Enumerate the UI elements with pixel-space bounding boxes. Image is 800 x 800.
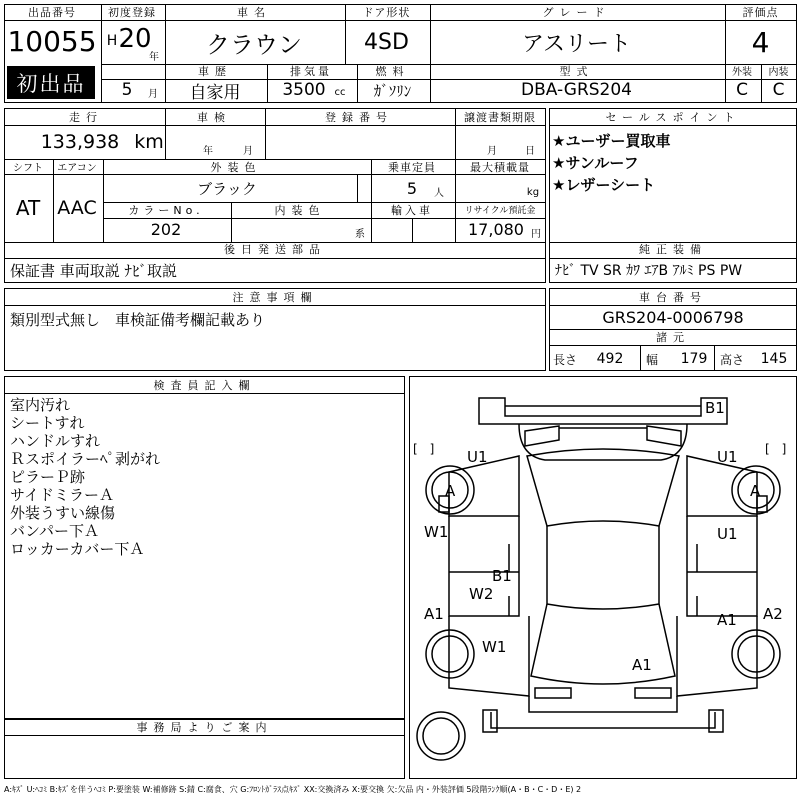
width-label: 幅: [645, 352, 658, 367]
recycle-unit: 円: [531, 228, 541, 240]
mileage-value: 133,938: [40, 131, 120, 153]
shaken-month-unit: 月: [243, 145, 253, 156]
ext-score: C: [736, 80, 748, 100]
inspector-item: サイドミラーＡ: [10, 486, 114, 504]
damage-a2: A2: [763, 605, 783, 623]
damage-bracket-right: [ ]: [765, 442, 787, 456]
damage-a1-left: A1: [424, 605, 444, 623]
damage-bracket-left: [ ]: [413, 442, 435, 456]
capacity-header: 乗車定員: [388, 160, 436, 174]
recycle-value: 17,080: [468, 219, 524, 239]
reg-year-unit: 年: [149, 51, 159, 62]
inspector-item: ハンドルすれ: [10, 432, 101, 450]
dims-header: 諸元: [656, 331, 690, 344]
height-label: 高さ: [719, 352, 744, 367]
shaken-year-unit: 年: [203, 145, 213, 156]
reg-month: 5: [121, 80, 133, 100]
door-header: ドア形状: [362, 6, 411, 19]
sales-item: ★レザーシート: [552, 176, 656, 194]
first-listing-badge: 初出品: [7, 66, 95, 99]
notes-header: 注意事項欄: [232, 290, 318, 304]
load-header: 最大積載量: [470, 160, 530, 174]
inspector-item: シートすれ: [10, 414, 85, 432]
mileage-header: 走行: [69, 110, 103, 124]
load-unit: kg: [526, 186, 540, 198]
lot-header: 出品番号: [28, 6, 76, 19]
length-label: 長さ: [553, 352, 577, 367]
damage-w2: W2: [469, 585, 494, 603]
car-name: クラウン: [206, 30, 302, 59]
inspector-item: バンパー下Ａ: [10, 522, 99, 540]
inspector-list: [10, 396, 160, 558]
fuel-value: ｶﾞｿﾘﾝ: [373, 81, 412, 100]
chassis-value: GRS204-0006798: [602, 307, 744, 327]
damage-a1-trunk: A1: [632, 656, 652, 674]
import-header: 輸入車: [391, 203, 433, 217]
int-color-header: 内装色: [274, 203, 326, 217]
damage-u1-right-door: U1: [717, 525, 738, 543]
chassis-header: 車台番号: [639, 290, 707, 304]
car-diagram: [409, 376, 797, 779]
car-name-header: 車名: [237, 6, 271, 19]
transfer-header: 譲渡書類期限: [464, 110, 536, 124]
later-parts-value: 保証書 車両取説 ﾅﾋﾞ取説: [10, 261, 178, 280]
model-value: DBA-GRS204: [521, 80, 632, 100]
damage-b1-front: B1: [705, 399, 725, 417]
equip-value: ﾅﾋﾞ TV SR ｶﾜ ｴｱB ｱﾙﾐ PS PW: [555, 263, 743, 279]
damage-a-left-wheel: A: [445, 482, 456, 500]
reg-header: 初度登録: [108, 6, 156, 19]
damage-w1-left-front: W1: [424, 523, 449, 541]
inspector-item: 外装うすい線傷: [10, 504, 116, 522]
transfer-month-unit: 月: [487, 145, 497, 156]
plate-header: 登録番号: [325, 110, 393, 124]
lot-number: 10055: [7, 24, 97, 58]
sales-list: [552, 130, 670, 196]
disp-value: 3500: [282, 80, 326, 100]
office-header: 事務局よりご案内: [136, 721, 273, 734]
ext-score-header: 外装: [732, 67, 752, 78]
grade-header: グレード: [542, 6, 611, 19]
inspector-item: ロッカーカバー下Ａ: [10, 540, 145, 558]
door-value: 4SD: [364, 29, 409, 55]
ext-color-value: ブラック: [197, 179, 257, 198]
inspector-item: 室内汚れ: [10, 396, 71, 414]
shift-value: AT: [15, 195, 41, 220]
width-value: 179: [680, 351, 708, 367]
reg-era: H: [106, 33, 118, 49]
sales-item: ★ユーザー買取車: [552, 132, 671, 150]
capacity-unit: 人: [434, 187, 444, 199]
damage-b1-center: B1: [492, 567, 512, 585]
inspector-item: Ｒスポイラーﾍﾟ剥がれ: [10, 450, 161, 468]
sales-item: ★サンルーフ: [552, 154, 639, 172]
fuel-header: 燃料: [375, 64, 410, 78]
score-header: 評価点: [742, 6, 779, 19]
equip-header: 純正装備: [639, 243, 707, 256]
mileage-unit: km: [134, 131, 164, 153]
length-value: 492: [596, 351, 624, 367]
color-no-header: カラーNo.: [128, 203, 204, 217]
score-value: 4: [751, 25, 770, 59]
history-value: 自家用: [189, 82, 241, 102]
disp-header: 排気量: [290, 64, 332, 78]
shaken-header: 車検: [197, 110, 231, 124]
reg-month-unit: 月: [148, 88, 158, 100]
disp-unit: cc: [334, 86, 346, 98]
recycle-header: リサイクル預託金: [464, 206, 536, 216]
transfer-day-unit: 日: [525, 145, 535, 156]
sales-header: セールスポイント: [605, 110, 741, 124]
damage-a1-right: A1: [717, 611, 737, 629]
grade-value: アスリート: [521, 31, 632, 57]
aircon-value: AAC: [57, 196, 97, 219]
height-value: 145: [760, 351, 788, 367]
damage-a-right-wheel: A: [750, 482, 761, 500]
reg-year: 20: [118, 24, 152, 54]
aircon-header: エアコン: [57, 163, 97, 174]
history-header: 車歴: [198, 64, 232, 78]
int-score-header: 内装: [768, 67, 789, 78]
inspector-header: 検査員記入欄: [153, 378, 256, 392]
damage-u1-right: U1: [717, 448, 738, 466]
int-score: C: [772, 80, 785, 100]
color-no-value: 202: [150, 219, 182, 239]
capacity-value: 5: [406, 178, 418, 198]
later-parts-header: 後日発送部品: [224, 243, 326, 256]
legend-text: A:ｷｽﾞ U:ﾍｺﾐ B:ｷｽﾞを伴うﾍｺﾐ P:要塗装 W:補修跡 S:錆 C:腐食、穴 G:ﾌﾛﾝﾄｶﾞﾗｽ点ｷｽﾞ XX:交換済み X:要交換 欠:欠品 内・外装評価 5段階ﾗﾝｸ順(A・B・C・D・E) 2: [4, 785, 582, 794]
damage-w1-left-rear: W1: [482, 638, 507, 656]
notes-value: 類別型式無し 車検証備考欄記載あり: [10, 310, 266, 329]
damage-u1-left: U1: [467, 448, 488, 466]
inspector-item: ピラーＰ跡: [10, 468, 86, 486]
ext-color-header: 外装色: [210, 160, 262, 174]
shift-header: シフト: [13, 163, 43, 174]
int-color-unit: 系: [355, 228, 365, 240]
model-header: 型式: [559, 64, 594, 78]
